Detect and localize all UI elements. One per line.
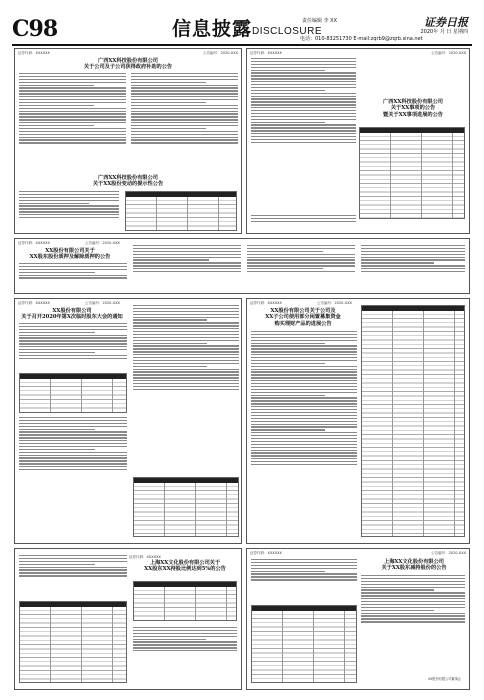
body-text-col1 <box>251 559 357 582</box>
announcement-bottom-right <box>246 548 470 690</box>
body-text-col2 <box>133 245 241 274</box>
body-text-col1 <box>19 263 127 280</box>
announcement-number: 公告编号：2020-XXX <box>431 551 466 555</box>
body-text-col1 <box>19 555 127 578</box>
date-line: 2020年 月 日 星期四 <box>420 29 468 35</box>
data-table <box>359 127 465 219</box>
announcement-title: XX股份有限公司关于 XX股东股份质押及解除质押的公告 <box>29 248 111 261</box>
page-number: C98 <box>12 16 58 42</box>
reduction-table <box>251 605 357 683</box>
stock-code: 证券代码：XXXXXX <box>18 51 50 55</box>
announcement-number: 公告编号：2020-XXX <box>203 51 238 55</box>
body-text-col1 <box>251 331 357 467</box>
newspaper-logo: 证券日报 <box>424 16 468 29</box>
header-rule <box>12 44 472 46</box>
meeting-table <box>19 373 127 413</box>
announcement-lower-left <box>14 298 242 544</box>
announcement-bottom-left <box>14 548 242 690</box>
announcement-top-left <box>14 48 242 234</box>
board-signature: XX股份有限公司董事会 <box>427 677 461 681</box>
contact-line: 电话：010-83251730 E-mail:zqrb9@zqrb.sina.net <box>300 36 423 42</box>
stock-code: 证券代码：XXXXXX <box>250 551 282 555</box>
announcement-number: 公告编号：2020-XXX <box>85 301 120 305</box>
body-text-col4 <box>361 245 465 274</box>
stock-code: 证券代码：XXXXXX <box>18 301 50 305</box>
body-text-col3 <box>19 191 119 220</box>
body-text-col1 <box>19 73 126 145</box>
holding-table <box>133 581 237 621</box>
announcement-lower-right <box>246 298 470 544</box>
body-text-col2 <box>251 215 356 224</box>
wealth-products-table <box>361 305 465 537</box>
announcement-number: 公告编号：2020-XXX <box>85 241 120 245</box>
announcement-number: 公告编号：2020-XXX <box>317 301 352 305</box>
announcement-number: 公告编号：2020-XXX <box>431 51 466 55</box>
body-text-col3 <box>247 245 355 274</box>
sub-announcement-title: 广西XX科技股份有限公司 关于XX股份变动的提示性公告 <box>92 175 164 188</box>
editor-line: 责任编辑 李 XX <box>302 18 338 24</box>
announcement-title: 广西XX科技股份有限公司 关于公司及子公司获得政府补助的公告 <box>83 58 173 71</box>
stock-code: 证券代码：XXXXXX <box>18 241 50 245</box>
body-text-col1 <box>251 58 356 145</box>
proposal-table <box>133 477 239 537</box>
masthead <box>421 16 469 36</box>
body-text-col2 <box>133 305 239 392</box>
section-title-en: DISCLOSURE <box>252 26 323 37</box>
announcement-title: 上海XX文化股份有限公司 关于XX股东减持股份的公告 <box>381 559 447 572</box>
body-text-col1b <box>19 417 127 472</box>
data-table <box>19 601 127 683</box>
announcement-title: 证券代码：XXXXXX 上海XX文化股份有限公司关于 XX股东XX持股比例达到5%的公告 <box>129 555 226 572</box>
announcement-title: XX股份有限公司 关于召开2020年第X次临时股东大会的通知 <box>21 308 123 321</box>
announcement-title: 广西XX科技股份有限公司 关于XX事项的公告 暨关于XX事项进展的公告 <box>383 99 443 118</box>
body-text-col2 <box>133 627 237 653</box>
announcement-middle <box>14 238 470 294</box>
stock-code: 证券代码：XXXXXX <box>250 301 282 305</box>
section-title-cn: 信息披露 <box>172 18 253 40</box>
stock-code: 证券代码：XXXXXX <box>250 51 282 55</box>
data-table <box>125 191 237 231</box>
announcement-top-right <box>246 48 470 234</box>
body-text-col2 <box>131 73 238 145</box>
announcement-title: XX股份有限公司关于公司及 XX子公司使用部分闲置募集资金 购买理财产品的进展公告 <box>265 308 341 327</box>
body-text-col2 <box>361 575 465 624</box>
body-text-col1 <box>19 323 127 361</box>
